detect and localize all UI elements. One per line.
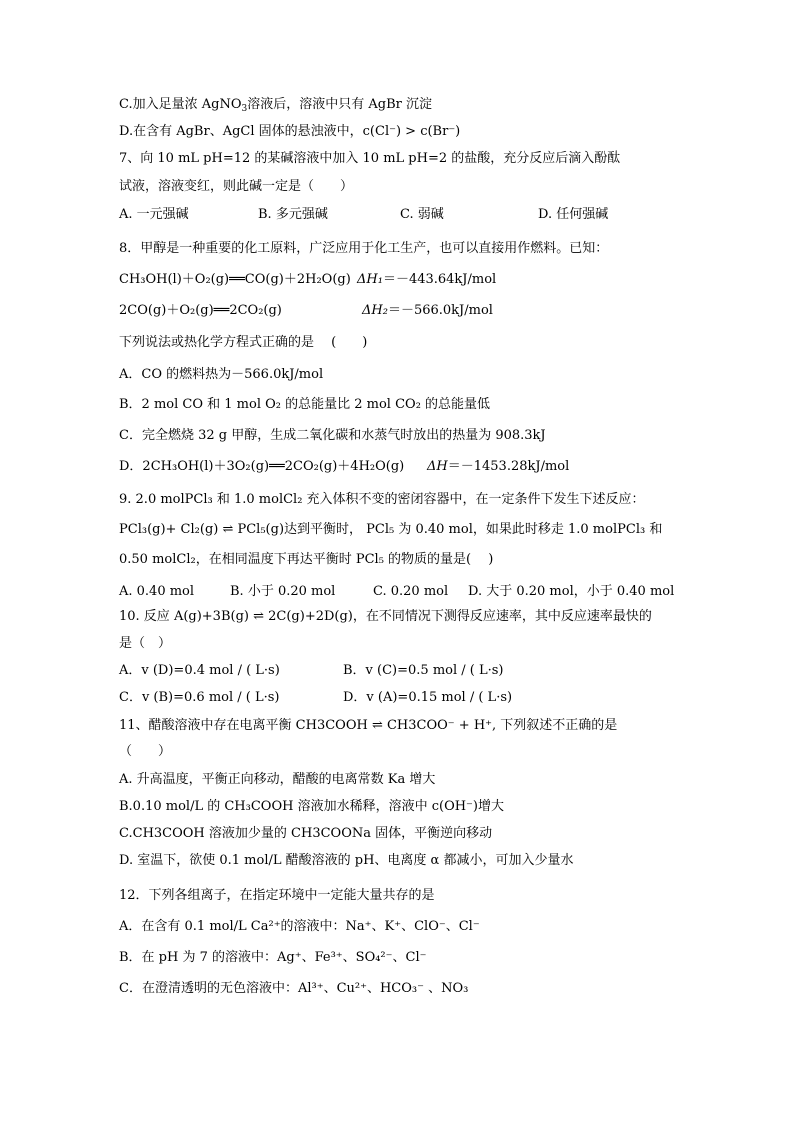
q8-dh2-value: ＝－566.0kJ/mol xyxy=(387,303,493,318)
q11-stem-line1: 11、醋酸溶液中存在电离平衡 CH3COOH ⇌ CH3COO⁻ + H⁺, 下列叙述不正确的是 xyxy=(119,718,618,733)
q8-equation-1: CH₃OH(l)＋O₂(g)══CO(g)＋2H₂O(g) xyxy=(119,272,351,287)
q11-option-c: C.CH3COOH 溶液加少量的 CH3COONa 固体，平衡逆向移动 xyxy=(119,826,493,841)
q9-stem-line1: 9. 2.0 molPCl₃ 和 1.0 molCl₂ 充入体积不变的密闭容器中，在一定条件下发生下述反应： xyxy=(119,492,645,507)
q12-stem: 12．下列各组离子，在指定环境中一定能大量共存的是 xyxy=(119,888,435,903)
q8-stem: 8．甲醇是一种重要的化工原料，广泛应用于化工生产，也可以直接用作燃料。已知： xyxy=(119,241,609,256)
q10-option-a: A．v (D)=0.4 mol / ( L·s) xyxy=(119,663,280,678)
q6-option-c xyxy=(119,97,432,113)
q10-stem-line1: 10. 反应 A(g)+3B(g) ⇌ 2C(g)+2D(g)，在不同情况下测得反应速率，其中反应速率最快的 xyxy=(119,609,652,624)
q7-stem-line1: 7、向 10 mL pH=12 的某碱溶液中加入 10 mL pH=2 的盐酸，充分反应后滴入酚酞 xyxy=(119,151,621,166)
q8-equation-2: 2CO(g)＋O₂(g)══2CO₂(g) xyxy=(119,303,282,318)
q9-option-a: A. 0.40 mol xyxy=(119,584,195,599)
q7-option-a: A. 一元强碱 xyxy=(119,207,189,222)
q8-option-a: A．CO 的燃料热为－566.0kJ/mol xyxy=(119,367,324,382)
q8-enthalpy-2 xyxy=(362,303,493,319)
q9-option-b: B. 小于 0.20 mol xyxy=(230,584,336,599)
q8-enthalpy-1 xyxy=(357,272,496,288)
q12-option-a: A．在含有 0.1 mol/L Ca²⁺的溶液中：Na⁺、K⁺、ClO⁻、Cl⁻ xyxy=(119,919,480,934)
q6-option-c-text: C.加入足量浓 AgNO xyxy=(119,97,242,112)
q10-option-b: B．v (C)=0.5 mol / ( L·s) xyxy=(343,663,504,678)
q10-stem-line2: 是（ ） xyxy=(119,636,172,651)
q7-stem-line2: 试液，溶液变红，则此碱一定是（ ） xyxy=(119,179,354,194)
q7-option-c: C. 弱碱 xyxy=(400,207,444,222)
q6-option-c-sub: 3 xyxy=(241,104,248,114)
q9-stem-line2: PCl₃(g)+ Cl₂(g) ⇌ PCl₅(g)达到平衡时， PCl₅ 为 0.40 mol，如果此时移走 1.0 molPCl₃ 和 xyxy=(119,522,663,537)
q12-option-b: B．在 pH 为 7 的溶液中：Ag⁺、Fe³⁺、SO₄²⁻、Cl⁻ xyxy=(119,950,427,965)
q8-optd-dh-label: ΔH xyxy=(427,459,448,474)
q8-prompt: 下列说法或热化学方程式正确的是 ( ) xyxy=(119,335,368,350)
q8-dh1-label: ΔH₁ xyxy=(357,272,383,287)
q11-option-b: B.0.10 mol/L 的 CH₃COOH 溶液加水稀释，溶液中 c(OH⁻)增大 xyxy=(119,799,504,814)
q11-option-a: A. 升高温度，平衡正向移动，醋酸的电离常数 Ka 增大 xyxy=(119,772,436,787)
q8-option-d: D．2CH₃OH(l)＋3O₂(g)══2CO₂(g)＋4H₂O(g) xyxy=(119,459,405,474)
q10-option-c: C．v (B)=0.6 mol / ( L·s) xyxy=(119,690,280,705)
q8-option-b: B．2 mol CO 和 1 mol O₂ 的总能量比 2 mol CO₂ 的总能量低 xyxy=(119,397,491,412)
q9-option-d: D. 大于 0.20 mol，小于 0.40 mol xyxy=(468,584,675,599)
q8-option-d-enthalpy xyxy=(427,459,569,475)
q9-option-c: C. 0.20 mol xyxy=(373,584,449,599)
q8-dh1-value: ＝－443.64kJ/mol xyxy=(382,272,497,287)
q6-option-c-rest: 溶液后，溶液中只有 AgBr 沉淀 xyxy=(247,97,432,112)
q9-stem-line3: 0.50 molCl₂，在相同温度下再达平衡时 PCl₅ 的物质的量是( ) xyxy=(119,552,494,567)
q8-option-c: C．完全燃烧 32 g 甲醇，生成二氧化碳和水蒸气时放出的热量为 908.3kJ xyxy=(119,428,546,443)
q12-option-c: C．在澄清透明的无色溶液中：Al³⁺、Cu²⁺、HCO₃⁻ 、NO₃ xyxy=(119,981,469,996)
q10-option-d: D．v (A)=0.15 mol / ( L·s) xyxy=(343,690,513,705)
q7-option-b: B. 多元强碱 xyxy=(258,207,328,222)
q8-optd-dh-value: ＝－1453.28kJ/mol xyxy=(447,459,570,474)
q11-stem-line2: （ ） xyxy=(119,744,172,759)
q7-option-d: D. 任何强碱 xyxy=(538,207,609,222)
q6-option-d: D.在含有 AgBr、AgCl 固体的悬浊液中，c(Cl⁻) > c(Br⁻) xyxy=(119,124,461,139)
q8-dh2-label: ΔH₂ xyxy=(362,303,388,318)
q11-option-d: D. 室温下，欲使 0.1 mol/L 醋酸溶液的 pH、电离度 α 都减小，可加入少量水 xyxy=(119,853,574,868)
